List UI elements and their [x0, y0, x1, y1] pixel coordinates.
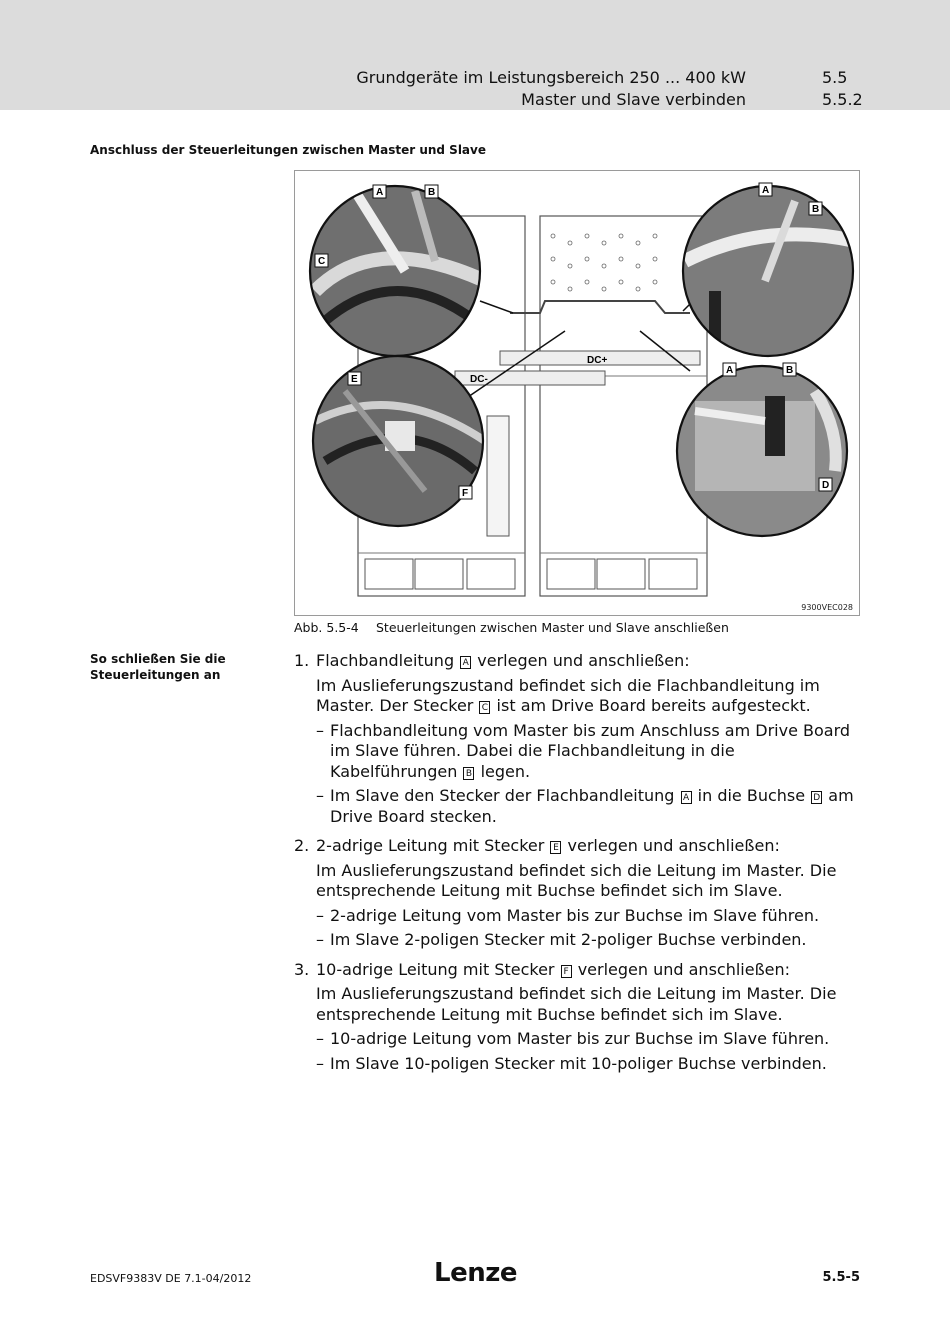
header-band — [0, 0, 950, 110]
tag-c: C — [318, 256, 326, 267]
ref-box: E — [550, 841, 561, 854]
tag-a-master-top: A — [376, 187, 384, 198]
step-heading-text: verlegen und anschließen: — [477, 651, 690, 670]
tag-f: F — [462, 488, 469, 499]
sub-step-text: Im Slave 10-poligen Stecker mit 10-poliger Buchse verbinden. — [330, 1053, 827, 1073]
figure-illustration — [294, 170, 860, 616]
header-chapter-number: 5.5 — [822, 68, 848, 87]
step-heading — [294, 651, 864, 672]
step-number: 3. — [294, 959, 310, 979]
step-text: Im Auslieferungszustand befindet sich die Flachbandleitung im Master. Der Stecker — [316, 675, 820, 715]
fan-units — [365, 559, 697, 589]
step-heading-text: Flachbandleitung — [316, 651, 455, 670]
page-number: 5.5-5 — [822, 1270, 860, 1285]
caption-number: Abb. 5.5-4 — [294, 620, 359, 635]
step-heading — [294, 836, 864, 857]
step-description: Im Auslieferungszustand befindet sich die Leitung im Master. Die entsprechende Leitung mit Buchse befindet sich im Slave. — [316, 984, 837, 1024]
sub-step: – 10-adrige Leitung vom Master bis zur Buchse im Slave führen. — [316, 1029, 830, 1048]
header-section-number: 5.5.2 — [822, 90, 863, 109]
sub-step-text: 10-adrige Leitung vom Master bis zur Buchse im Slave führen. — [330, 1029, 830, 1048]
step-heading-text: verlegen und anschließen: — [577, 959, 791, 979]
caption-text: Steuerleitungen zwischen Master und Slave anschließen — [376, 620, 729, 635]
step-heading-text: 10-adrige Leitung mit Stecker — [316, 959, 555, 979]
sub-step: – Im Slave den Stecker der Flachbandleitung A in die Buchse D am Drive Board stecken. — [316, 786, 854, 826]
figure-code: 9300VEC028 — [801, 603, 853, 612]
tag-b-slave-top: B — [812, 204, 820, 215]
lenze-logo: Lenze — [434, 1258, 517, 1288]
tag-b-master-top: B — [428, 187, 436, 198]
section-heading: Anschluss der Steuerleitungen zwischen Master und Slave — [90, 143, 486, 157]
sub-step-text: Flachbandleitung vom Master bis zum Anschluss am Drive Board im Slave führen. Dabei die Flachbandleitung in die Kabelführungen — [330, 720, 851, 781]
ref-box: A — [681, 791, 692, 804]
step-description — [294, 676, 864, 717]
step-text: ist am Drive Board bereits aufgesteckt. — [496, 696, 811, 715]
step-description: Im Auslieferungszustand befindet sich die Leitung im Master. Die entsprechende Leitung mit Buchse befindet sich im Slave. — [316, 860, 837, 900]
ref-box: B — [463, 767, 474, 780]
dc-minus-label: DC- — [470, 374, 488, 385]
master-control-board — [487, 416, 509, 536]
step-3 — [294, 960, 864, 1075]
tag-b-slave-bottom: B — [786, 365, 794, 376]
step-number: 2. — [294, 836, 310, 855]
sub-step-text: Im Slave 2-poligen Stecker mit 2-poliger Buchse verbinden. — [330, 930, 807, 949]
slave-mounting-holes — [551, 234, 657, 291]
sub-step: – Im Slave 10-poligen Stecker mit 10-poliger Buchse verbinden. — [316, 1053, 827, 1073]
ref-box: C — [479, 701, 490, 714]
tag-a-slave-top: A — [762, 185, 770, 196]
header-section-title: Master und Slave verbinden — [521, 90, 746, 109]
dc-plus-label: DC+ — [587, 355, 608, 366]
sub-step-text: am Drive Board stecken. — [330, 786, 854, 826]
ref-box: F — [561, 965, 572, 978]
ribbon-cable-route — [510, 301, 690, 313]
step-1 — [294, 651, 864, 827]
sub-step: – 2-adrige Leitung vom Master bis zur Buchse im Slave führen. — [316, 905, 820, 925]
sub-step-text: 2-adrige Leitung vom Master bis zur Buchse im Slave führen. — [330, 905, 820, 925]
tag-a-slave-bottom: A — [726, 365, 734, 376]
step-2 — [294, 836, 864, 951]
step-heading-text: 2-adrige Leitung mit Stecker — [316, 836, 545, 855]
sub-step: – Flachbandleitung vom Master bis zum Anschluss am Drive Board im Slave führen. Dabei die Flachbandleitung in die Kabelführungen B legen. — [316, 720, 851, 781]
tag-d: D — [822, 480, 830, 491]
wiring-diagram — [295, 171, 861, 617]
side-label: So schließen Sie die Steuerleitungen an — [90, 652, 226, 682]
footer-document-id: EDSVF9383V DE 7.1-04/2012 — [90, 1272, 252, 1285]
sub-step-text: Im Slave den Stecker der Flachbandleitung — [330, 786, 675, 805]
ref-box: D — [811, 791, 822, 804]
tag-e: E — [351, 374, 358, 385]
ref-box: A — [460, 656, 471, 669]
step-heading — [294, 960, 864, 981]
sub-step: – Im Slave 2-poligen Stecker mit 2-poliger Buchse verbinden. — [316, 930, 807, 949]
step-heading-text: verlegen und anschließen: — [567, 836, 780, 855]
instruction-steps — [294, 651, 864, 1083]
sub-step-text: in die Buchse — [697, 786, 806, 805]
sub-step-text: legen. — [480, 761, 531, 781]
header-chapter-title: Grundgeräte im Leistungsbereich 250 ... 400 kW — [356, 68, 746, 87]
figure-caption — [294, 620, 729, 635]
step-number: 1. — [294, 651, 310, 670]
